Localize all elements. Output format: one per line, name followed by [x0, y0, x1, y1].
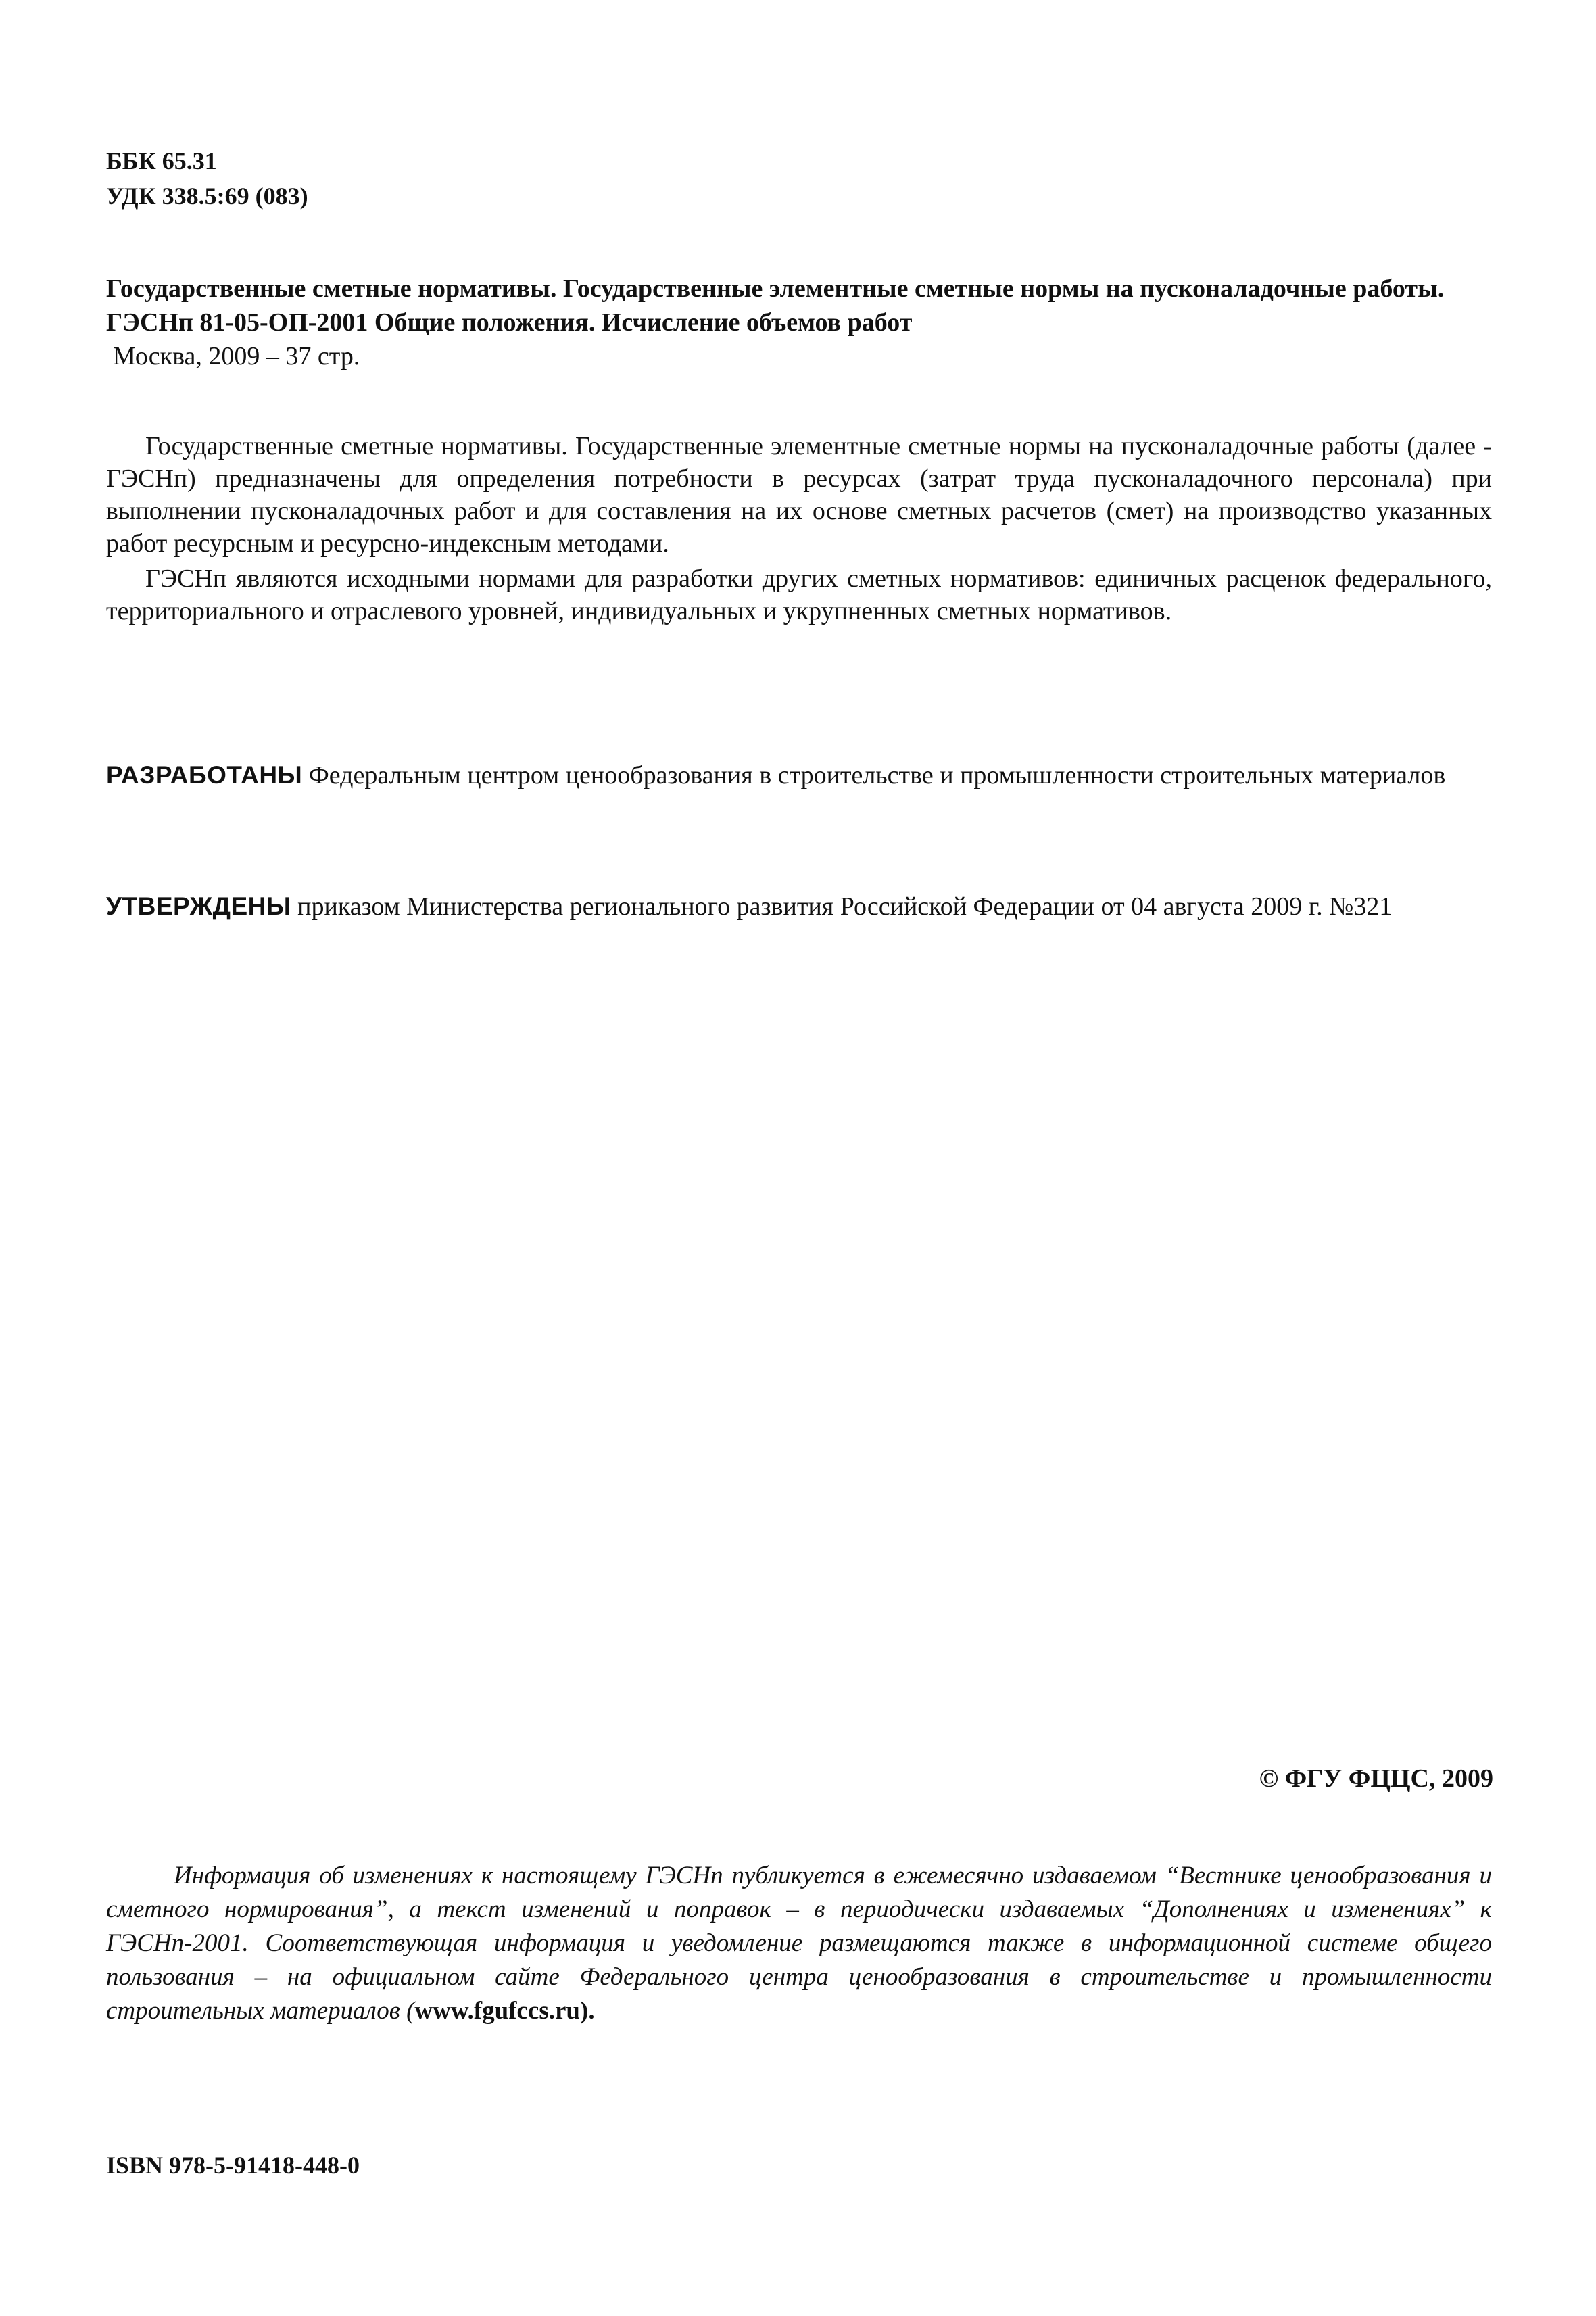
approved-text: приказом Министерства регионального развития Российской Федерации от 04 августа 2009 г. №321 [291, 892, 1393, 921]
udk-code: УДК 338.5:69 (083) [106, 183, 308, 210]
isbn: ISBN 978-5-91418-448-0 [106, 2152, 360, 2179]
changes-info [106, 1859, 1492, 2028]
document-title: Государственные сметные нормативы. Государственные элементные сметные нормы на пусконаладочные работы. [106, 274, 1445, 303]
publication-info: Москва, 2009 – 37 стр. [113, 342, 360, 370]
abstract-paragraph-1: Государственные сметные нормативы. Государственные элементные сметные нормы на пусконаладочные работы (далее - ГЭСНп) предназначены для определения потребности в ресурсах (затрат труда пусконаладочного персонала) при выполнении пусконаладочных работ и для составления на их основе сметных расчетов (смет) на производство указанных работ ресурсным и ресурсно-индексным методами. [106, 432, 1492, 558]
approved-label: УТВЕРЖДЕНЫ [106, 892, 291, 920]
developed-label: РАЗРАБОТАНЫ [106, 761, 303, 789]
title-block [106, 272, 1492, 373]
changes-info-text: Информация об изменениях к настоящему ГЭСНп публикуется в ежемесячно издаваемом “Вестнике ценообразования и сметного нормирования”, а текст изменений и поправок – в периодически издаваемых “Дополнениях и изменениях” к ГЭСНп-2001. Соответствующая информация и уведомление размещаются также в информационной системе общего пользования – на официальном сайте Федерального центра ценообразования в строительстве и промышленности строительных материалов ( [106, 1862, 1492, 2025]
developed-text: Федеральным центром ценообразования в строительстве и промышленности строительных материалов [302, 761, 1446, 790]
abstract-paragraph-2: ГЭСНп являются исходными нормами для разработки других сметных нормативов: единичных расценок федерального, территориального и отраслевого уровней, индивидуальных и укрупненных сметных нормативов. [106, 564, 1492, 625]
approved-by [106, 890, 1492, 923]
changes-info-tail: ). [580, 1997, 595, 2025]
bbk-code: ББК 65.31 [106, 147, 217, 174]
website-link[interactable]: www.fgufccs.ru [414, 1997, 580, 2025]
classification-codes [106, 143, 1492, 214]
document-subtitle: ГЭСНп 81-05-ОП-2001 Общие положения. Исчисление объемов работ [106, 308, 913, 337]
copyright: © ФГУ ФЦЦС, 2009 [1259, 1764, 1493, 1793]
changes-info-paragraph [106, 1859, 1492, 2028]
abstract [106, 430, 1492, 630]
developed-by [106, 758, 1492, 792]
